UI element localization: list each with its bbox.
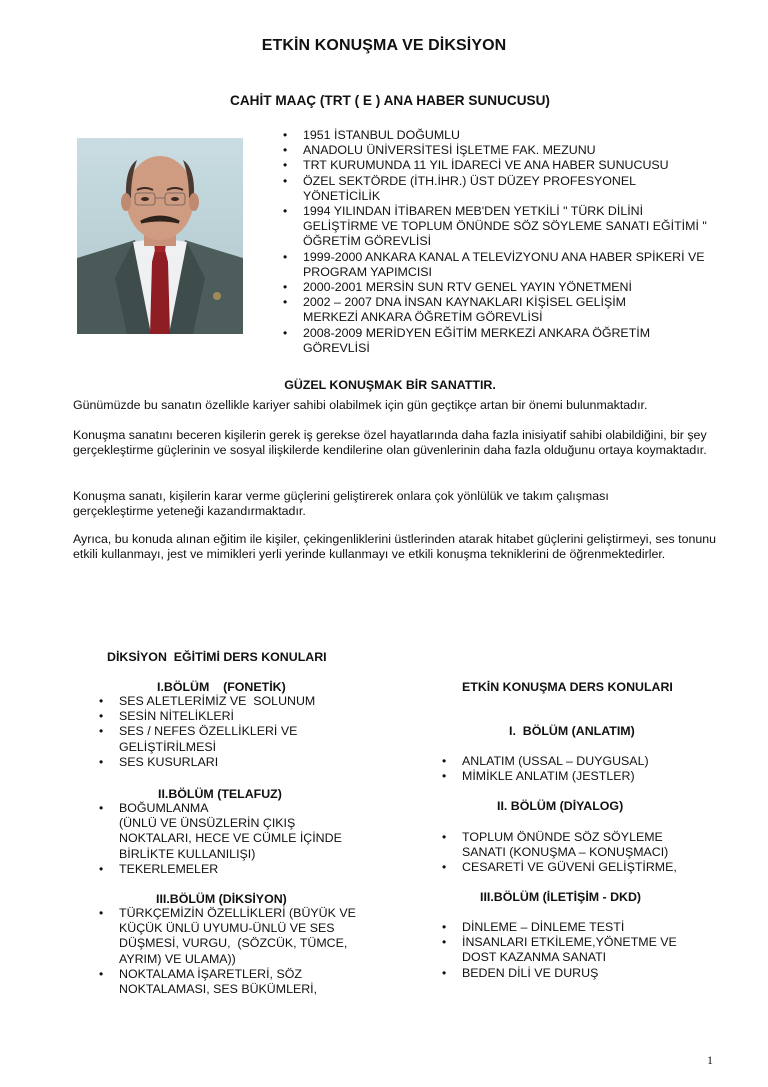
course-item: • CESARETİ VE GÜVENİ GELİŞTİRME, <box>442 860 677 875</box>
course-item: • BOĞUMLANMA <box>99 801 209 815</box>
bullet-icon: • <box>283 128 288 142</box>
bullet-icon: • <box>283 204 288 219</box>
course-item: • NOKTALAMA İŞARETLERİ, SÖZ NOKTALAMASI, SES BÜKÜMLERİ, <box>99 966 318 997</box>
intro-paragraph: Ayrıca, bu konuda alınan eğitim ile kişiler, çekingenliklerini üstlerinden atarak hitabet güçlerini geliştirmeyi, ses tonunu etkili kullanmayı, jest ve mimikleri yerli yerinde kullanmayı ve etkili konuşma tekniklerini de öğrenmektedirler. <box>73 532 717 562</box>
bio-item: • 1999-2000 ANKARA KANAL A TELEVİZYONU ANA HABER SPİKERİ VE PROGRAM YAPIMCISI <box>283 249 705 279</box>
bio-item: • ANADOLU ÜNİVERSİTESİ İŞLETME FAK. MEZUNU <box>283 143 596 158</box>
course-item: • ANLATIM (USSAL – DUYGUSAL) <box>442 754 649 768</box>
portrait-image <box>77 138 243 334</box>
bullet-icon: • <box>442 860 447 875</box>
bullet-icon: • <box>99 861 104 876</box>
bio-item: • ÖZEL SEKTÖRDE (İTH.İHR.) ÜST DÜZEY PROFESYONEL YÖNETİCİLİK <box>283 173 636 203</box>
profile-photo <box>77 138 243 334</box>
course-item-note: (ÜNLÜ VE ÜNSÜZLERİN ÇIKIŞ NOKTALARI, HECE VE CÜMLE İÇİNDE BİRLİKTE KULLANILIŞI) <box>119 816 342 861</box>
bullet-icon: • <box>99 966 104 981</box>
bullet-icon: • <box>442 920 447 934</box>
diction-section-heading: III.BÖLÜM (DİKSİYON) <box>156 892 287 906</box>
speaking-section-list <box>442 920 722 981</box>
speaking-section-list <box>442 754 722 784</box>
bullet-icon: • <box>99 724 104 739</box>
course-item: • DİNLEME – DİNLEME TESTİ <box>442 920 625 934</box>
speaking-course-title: ETKİN KONUŞMA DERS KONULARI <box>462 680 673 694</box>
course-item: • TEKERLEMELER <box>99 861 219 876</box>
intro-paragraph: Günümüzde bu sanatın özellikle kariyer sahibi olabilmek için gün geçtikçe artan bir önemi bulunmaktadır. <box>73 398 648 412</box>
bio-item: • 2002 – 2007 DNA İNSAN KAYNAKLARI KİŞİSEL GELİŞİM MERKEZİ ANKARA ÖĞRETİM GÖREVLİSİ <box>283 295 626 325</box>
bio-item: • 2000-2001 MERSİN SUN RTV GENEL YAYIN YÖNETMENİ <box>283 280 632 295</box>
diction-course-title: DİKSİYON EĞİTİMİ DERS KONULARI <box>107 650 327 664</box>
diction-section-list <box>99 906 379 997</box>
course-item: • MİMİKLE ANLATIM (JESTLER) <box>442 769 635 784</box>
diction-section-list <box>99 801 379 877</box>
intro-heading: GÜZEL KONUŞMAK BİR SANATTIR. <box>284 378 496 392</box>
course-item: • TÜRKÇEMİZİN ÖZELLİKLERİ (BÜYÜK VE KÜÇÜK ÜNLÜ UYUMU-ÜNLÜ VE SES DÜŞMESİ, VURGU, (SÖZCÜK, TÜMCE, AYRIM) VE ULAMA)) <box>99 906 360 966</box>
speaking-section-heading: I. BÖLÜM (ANLATIM) <box>509 724 635 738</box>
bullet-icon: • <box>283 249 288 264</box>
document-title: ETKİN KONUŞMA VE DİKSİYON <box>261 37 507 54</box>
course-item: • TOPLUM ÖNÜNDE SÖZ SÖYLEME SANATI (KONUŞMA – KONUŞMACI) <box>442 830 669 860</box>
speaking-section-list <box>442 830 722 876</box>
bullet-icon: • <box>283 143 288 158</box>
bullet-icon: • <box>442 935 447 950</box>
bullet-icon: • <box>283 173 288 188</box>
bullet-icon: • <box>442 754 447 768</box>
bullet-icon: • <box>99 754 104 769</box>
course-item: • SES / NEFES ÖZELLİKLERİ VE GELİŞTİRİLMESİ <box>99 724 298 754</box>
bullet-icon: • <box>283 295 288 310</box>
course-item: • SES ALETLERİMİZ VE SOLUNUM <box>99 694 316 708</box>
bio-item: • 2008-2009 MERİDYEN EĞİTİM MERKEZİ ANKARA ÖĞRETİM GÖREVLİSİ <box>283 325 651 355</box>
bullet-icon: • <box>283 280 288 295</box>
bullet-icon: • <box>99 694 104 708</box>
diction-section-list <box>99 694 369 770</box>
bullet-icon: • <box>99 709 104 724</box>
diction-section-heading: I.BÖLÜM (FONETİK) <box>157 680 286 694</box>
bullet-icon: • <box>99 906 104 920</box>
bullet-icon: • <box>283 158 288 173</box>
course-item: • BEDEN DİLİ VE DURUŞ <box>442 965 599 980</box>
intro-paragraph: Konuşma sanatı, kişilerin karar verme güçlerini geliştirerek onlara çok yönlülük ve takım çalışması gerçekleştirme yeteneği kazandırmaktadır. <box>73 489 609 519</box>
bio-item: • 1951 İSTANBUL DOĞUMLU <box>283 128 460 142</box>
bullet-icon: • <box>283 325 288 340</box>
intro-paragraph: Konuşma sanatını beceren kişilerin gerek iş gerekse özel hayatlarında daha fazla inisiyatif sahibi olabildiğini, bir şey gerçekleştirme güçlerinin ve sosyal ilişkilerde kendilerine olan güvenlerinin daha fazla olduğunu ortaya koymaktadır. <box>73 428 707 458</box>
bullet-icon: • <box>442 769 447 784</box>
document-subtitle: CAHİT MAAÇ (TRT ( E ) ANA HABER SUNUCUSU) <box>230 93 550 108</box>
bio-item: • TRT KURUMUNDA 11 YIL İDARECİ VE ANA HABER SUNUCUSU <box>283 158 669 173</box>
page-number: 1 <box>707 1053 713 1067</box>
course-item: • İNSANLARI ETKİLEME,YÖNETME VE DOST KAZANMA SANATI <box>442 935 677 965</box>
bullet-icon: • <box>99 801 104 815</box>
bullet-icon: • <box>442 830 447 844</box>
speaking-section-heading: II. BÖLÜM (DİYALOG) <box>497 799 624 813</box>
bio-item: • 1994 YILINDAN İTİBAREN MEB'DEN YETKİLİ " TÜRK DİLİNİ GELİŞTİRME VE TOPLUM ÖNÜNDE SÖZ SÖYLEME SANATI EĞİTİMİ " ÖĞRETİM GÖREVLİSİ <box>283 204 707 249</box>
bio-list <box>283 128 723 356</box>
speaking-section-heading: III.BÖLÜM (İLETİŞİM - DKD) <box>480 890 642 904</box>
course-item: • SES KUSURLARI <box>99 754 219 769</box>
course-item: • SESİN NİTELİKLERİ <box>99 709 234 724</box>
bullet-icon: • <box>442 965 447 980</box>
diction-section-heading: II.BÖLÜM (TELAFUZ) <box>158 787 282 801</box>
